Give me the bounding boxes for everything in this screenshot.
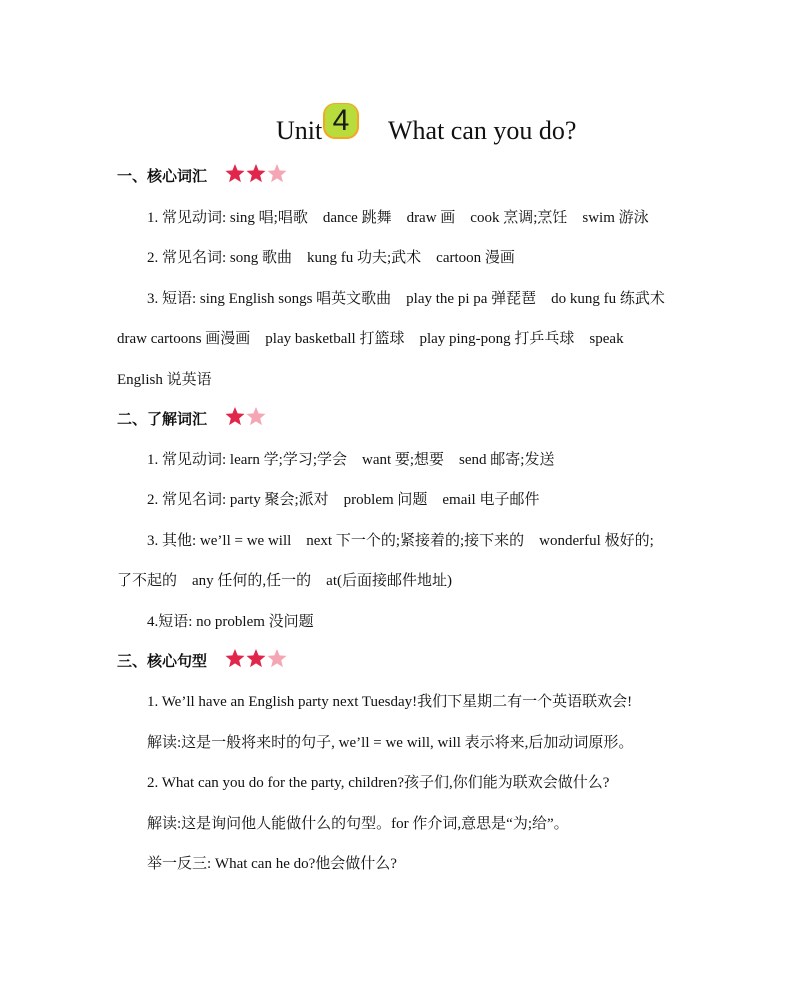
star-icon — [268, 649, 287, 667]
vocab-line: 1. 常见动词: sing 唱;唱歌 dance 跳舞 draw 画 cook 烹调;烹饪 swim 游泳 — [147, 210, 649, 226]
page-title: What can you do? — [388, 116, 577, 145]
sentence-line: 1. We’ll have an English party next Tuesday!我们下星期二有一个英语联欢会! — [147, 694, 633, 710]
vocab-line: English 说英语 — [117, 372, 212, 388]
star-icon — [226, 164, 245, 182]
vocab-line: 2. 常见名词: party 聚会;派对 problem 问题 email 电子邮件 — [147, 492, 540, 508]
vocab-line: 2. 常见名词: song 歌曲 kung fu 功夫;武术 cartoon 漫画 — [147, 250, 515, 266]
star-icon — [268, 164, 287, 182]
sentence-line: 举一反三: What can he do?他会做什么? — [147, 856, 397, 872]
section-heading-extra-vocabulary: 二、了解词汇 — [117, 410, 208, 428]
star-rating-core-vocabulary — [224, 162, 290, 184]
vocab-line: 4.短语: no problem 没问题 — [147, 614, 314, 630]
star-icon — [226, 407, 245, 425]
star-icon — [247, 649, 266, 667]
vocab-line: 3. 短语: sing English songs 唱英文歌曲 play the pi pa 弹琵琶 do kung fu 练武术 — [147, 291, 665, 307]
sentence-line: 解读:这是一般将来时的句子, we’ll = we will, will 表示将来,后加动词原形。 — [147, 735, 634, 751]
vocab-line: 了不起的 any 任何的,任一的 at(后面接邮件地址) — [117, 573, 452, 589]
section-heading-core-sentences: 三、核心句型 — [117, 652, 208, 670]
star-rating-extra-vocabulary — [224, 405, 268, 427]
sentence-line: 2. What can you do for the party, children?孩子们,你们能为联欢会做什么? — [147, 775, 610, 791]
star-icon — [247, 407, 266, 425]
section-heading-core-vocabulary: 一、核心词汇 — [117, 167, 208, 185]
vocab-line: draw cartoons 画漫画 play basketball 打篮球 play ping-pong 打乒乓球 speak — [117, 331, 624, 347]
vocab-line: 3. 其他: we’ll = we will next 下一个的;紧接着的;接下来的 wonderful 极好的; — [147, 533, 654, 549]
unit-number: 4 — [332, 104, 350, 137]
sentence-line: 解读:这是询问他人能做什么的句型。for 作介词,意思是“为;给”。 — [147, 816, 569, 832]
star-icon — [247, 164, 266, 182]
unit-label: Unit — [276, 116, 323, 145]
vocab-line: 1. 常见动词: learn 学;学习;学会 want 要;想要 send 邮寄;发送 — [147, 452, 555, 468]
star-rating-core-sentences — [224, 647, 290, 669]
star-icon — [226, 649, 245, 667]
